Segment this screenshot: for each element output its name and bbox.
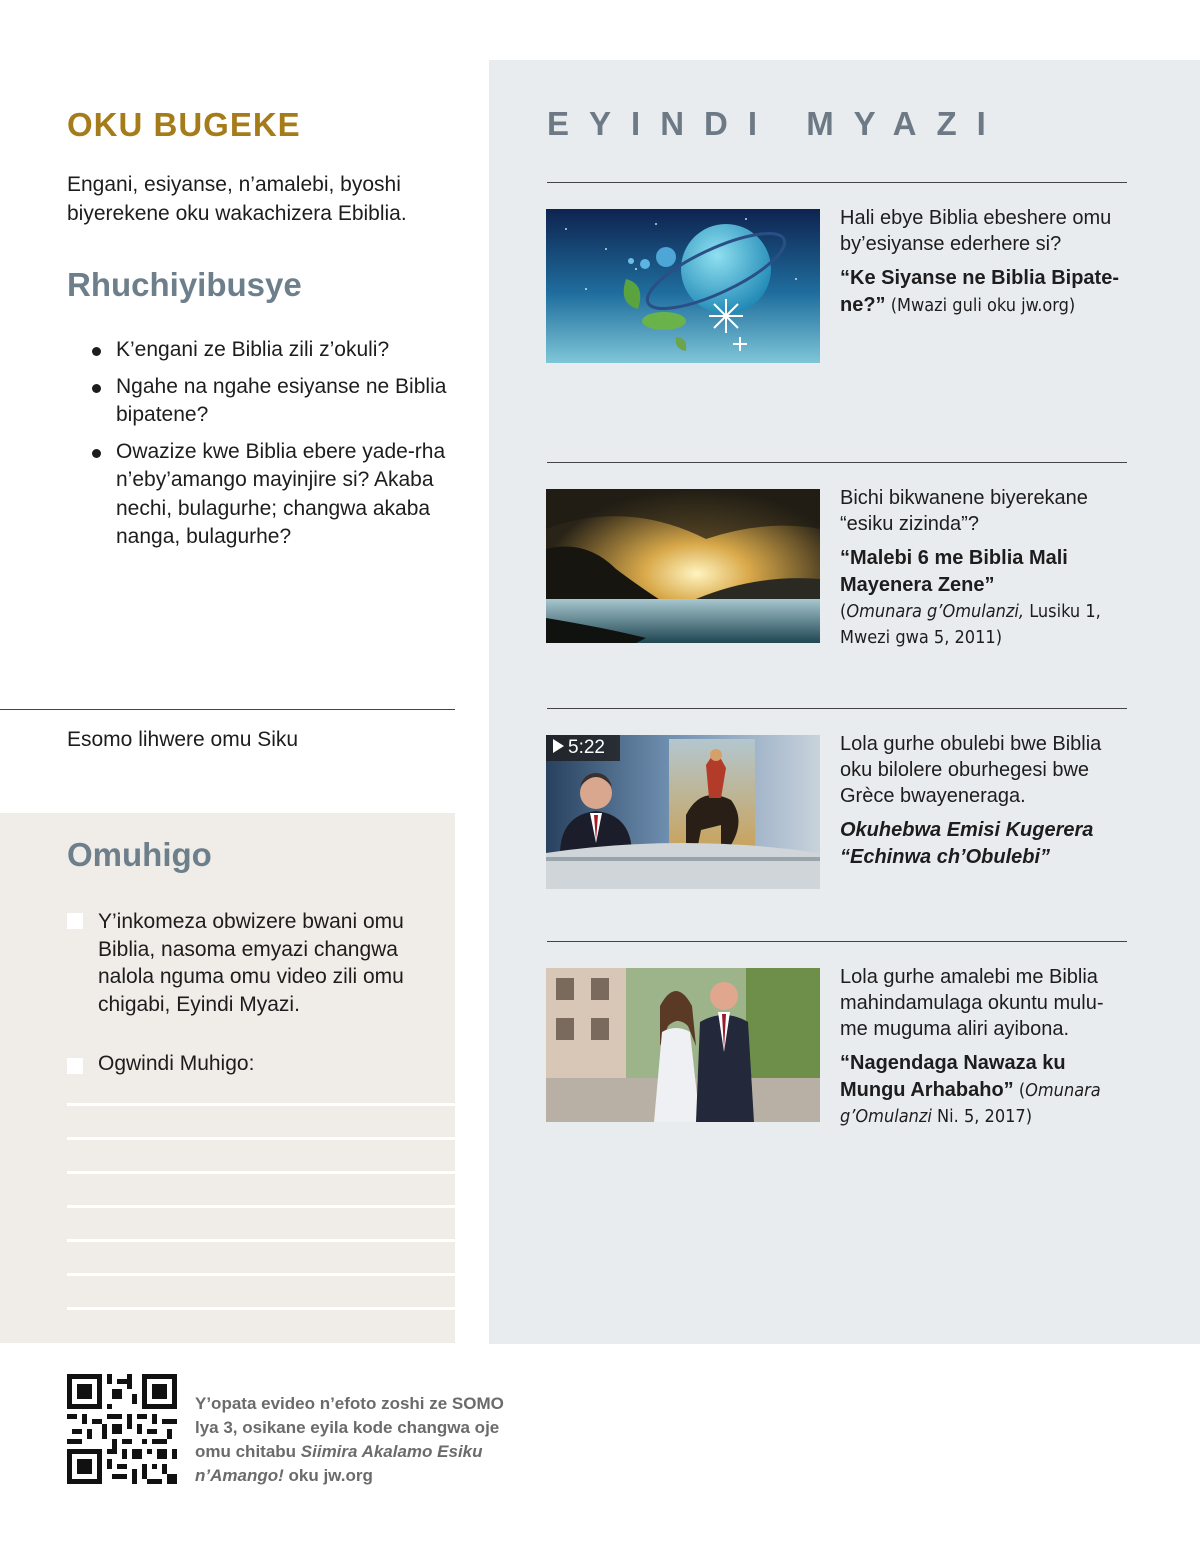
review-question-text: Owazize kwe Biblia ebere yade-rha n’eby’amango mayinjire si? Akaba nechi, bulagurhe; changwa akaba nanga, bulagurhe? xyxy=(116,439,446,548)
review-question xyxy=(90,336,450,365)
topic-question: Hali ebye Biblia ebeshere omu by’esiyanse ederhere si? xyxy=(840,207,1112,255)
date-completed-label: Esomo lihwere omu Siku xyxy=(67,728,299,751)
divider xyxy=(547,462,1127,463)
reference-title-link[interactable]: Okuhebwa Emisi Kugerera “Echinwa ch’Obulebi” xyxy=(840,819,1094,868)
book-title: Siimira Akalamo Esiku n’Amango! xyxy=(195,1442,483,1485)
reference-source: Ni. 5, 2017) xyxy=(931,1106,1033,1127)
topic-question: Bichi bikwanene biyerekane “esiku zizinda”? xyxy=(840,487,1088,535)
bullet-icon xyxy=(92,347,101,356)
play-icon xyxy=(553,739,564,753)
divider xyxy=(547,708,1127,709)
video-duration-badge xyxy=(546,735,620,761)
divider xyxy=(547,941,1127,942)
review-question-text: Ngahe na ngahe esiyanse ne Biblia bipatene? xyxy=(116,374,447,426)
review-list xyxy=(90,336,450,560)
review-question xyxy=(90,438,450,552)
footer-note xyxy=(195,1392,525,1488)
goal-checkbox[interactable] xyxy=(67,913,83,929)
topic-item-1 xyxy=(840,205,1130,319)
summary-title: OKU BUGEKE xyxy=(67,106,301,143)
goal-text: Y’inkomeza obwizere bwani omu Biblia, nasoma emyazi changwa nalola nguma omu video zili omu chigabi, Eyindi Myazi. xyxy=(98,910,404,1016)
footer-text: Y’opata evideo n’efoto zoshi ze SOMO lya 3, osikane eyila kode changwa oje omu chitabu xyxy=(195,1394,504,1461)
topic-item-3 xyxy=(840,731,1130,871)
video-thumbnail-image[interactable] xyxy=(546,735,820,889)
topic-question: Lola gurhe amalebi me Biblia mahindamulaga okuntu mulu-me muguma aliri ayibona. xyxy=(840,966,1104,1040)
video-duration: 5:22 xyxy=(568,737,605,758)
topic-question: Lola gurhe obulebi bwe Biblia oku bilolere oburhegesi bwe Grèce bwayeneraga. xyxy=(840,733,1102,807)
more-topics-title: EYINDI MYAZI xyxy=(547,105,1006,142)
footer-link-text: oku jw.org xyxy=(283,1466,373,1485)
bullet-icon xyxy=(92,449,101,458)
topic-item-4 xyxy=(840,964,1130,1130)
reference-title-link[interactable]: “Malebi 6 me Biblia Mali Mayenera Zene” xyxy=(840,547,1068,596)
reference-paren: ( xyxy=(1013,1080,1026,1101)
topic-reference xyxy=(840,817,1130,871)
write-line[interactable] xyxy=(67,1137,455,1140)
reference-source: Lusiku 1, Mwezi gwa 5, 2011) xyxy=(840,601,1101,648)
review-question-text: K’engani ze Biblia zili z’okuli? xyxy=(116,338,390,361)
reference-source: (Mwazi guli oku jw.org) xyxy=(885,295,1076,316)
other-goal-label: Ogwindi Muhigo: xyxy=(98,1052,255,1075)
topic-reference xyxy=(840,545,1130,651)
stormy-landscape-image[interactable] xyxy=(546,489,820,643)
publication-name: Omunara g’Omulanzi xyxy=(840,1080,1101,1127)
qr-code[interactable] xyxy=(67,1374,177,1484)
write-line[interactable] xyxy=(67,1103,455,1106)
couple-walking-image[interactable] xyxy=(546,968,820,1122)
write-line[interactable] xyxy=(67,1273,455,1276)
divider xyxy=(547,182,1127,183)
write-line[interactable] xyxy=(67,1205,455,1208)
divider xyxy=(0,709,455,710)
review-question xyxy=(90,373,450,430)
other-goal-checkbox[interactable] xyxy=(67,1058,83,1074)
bullet-icon xyxy=(92,384,101,393)
goal-panel xyxy=(0,813,455,1343)
publication-name: Omunara g’Omulanzi, xyxy=(846,601,1025,622)
topic-reference xyxy=(840,265,1130,319)
goal-heading: Omuhigo xyxy=(67,836,212,873)
topic-item-2 xyxy=(840,485,1130,651)
topic-reference xyxy=(840,1050,1130,1130)
write-line[interactable] xyxy=(67,1239,455,1242)
review-heading: Rhuchiyibusye xyxy=(67,266,302,303)
write-line[interactable] xyxy=(67,1307,455,1310)
reference-paren: ( xyxy=(840,601,847,622)
space-science-image[interactable] xyxy=(546,209,820,363)
summary-text: Engani, esiyanse, n’amalebi, byoshi biyerekene oku wakachizera Ebiblia. xyxy=(67,173,407,225)
reference-title-link[interactable]: “Ke Siyanse ne Biblia Bipate-ne?” xyxy=(840,267,1119,316)
reference-title-link[interactable]: “Nagendaga Nawaza ku Mungu Arhabaho” xyxy=(840,1052,1066,1101)
write-line[interactable] xyxy=(67,1171,455,1174)
